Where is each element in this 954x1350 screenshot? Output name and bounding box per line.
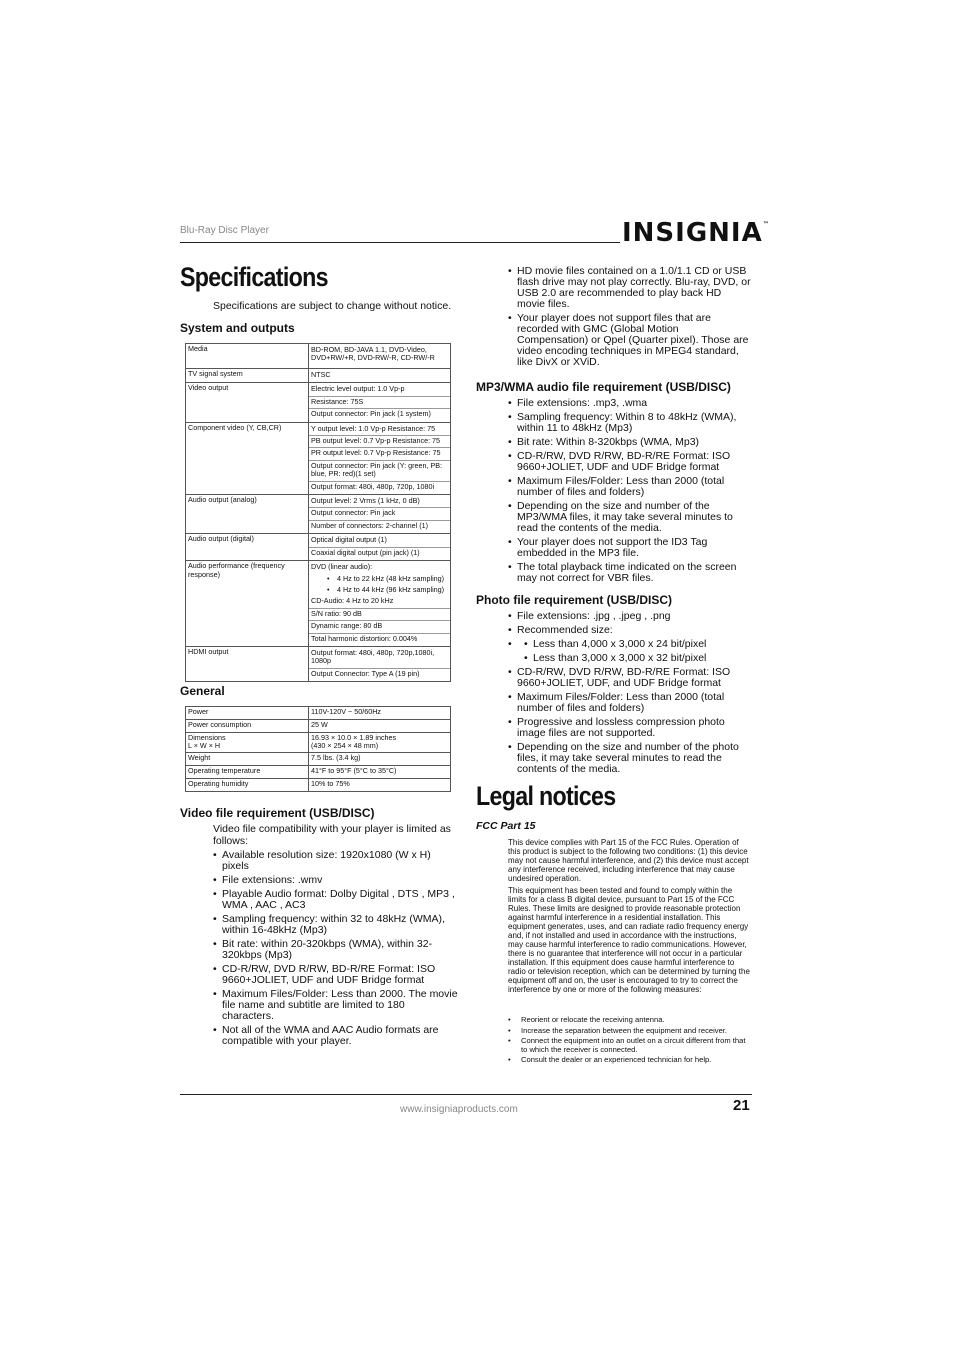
- specs-intro: Specifications are subject to change without notice.: [213, 300, 452, 312]
- list-item: • Bit rate: within 20-320kbps (WMA), within 32-320kbps (Mp3): [213, 939, 459, 961]
- table-key: Operating humidity: [186, 778, 309, 791]
- table-row: [186, 344, 451, 369]
- list-item: • Less than 3,000 x 3,000 x 32 bit/pixel: [524, 653, 751, 664]
- page-number: 21: [733, 1097, 750, 1114]
- fcc-paragraph-2: This equipment has been tested and found to comply within the limits for a class B digital device, pursuant to Part 15 of the FCC Rules. These limits are designed to provide reasonable protection against harmful interference in a residential installation. This equipment generates, uses, and can radiate radio frequency energy and, if not installed and used in accordance with the instructions, may cause harmful interference to radio communications. However, there is no guarantee that interference will not occur in a particular installation. If this equipment does cause harmful interference to radio or television reception, which can be determined by turning the equipment off and on, the user is encouraged to try to correct the interference by one or more of the following measures:: [508, 886, 750, 994]
- table-key: Audio performance (frequency response): [186, 561, 309, 647]
- table-value: 7.5 lbs. (3.4 kg): [309, 752, 451, 765]
- fcc-paragraph-1: This device complies with Part 15 of the FCC Rules. Operation of this product is subject to the following two conditions: (1) this device may not cause harmful interference, and (2) this device must accept any interference received, including interference that may cause undesired operation.: [508, 838, 749, 883]
- list-item: • CD-R/RW, DVD R/RW, BD-R/RE Format: ISO 9660+JOLIET, UDF, and UDF Bridge format: [508, 667, 751, 689]
- value-line: Resistance: 75S: [309, 397, 450, 409]
- table-row: [186, 495, 451, 534]
- fcc-measures-list: [508, 1016, 751, 1067]
- logo-text: INSIGNIA: [622, 218, 763, 248]
- value-line: Output format: 480i, 480p, 720p,1080i, 1080p: [309, 648, 450, 669]
- table-row: [186, 720, 451, 733]
- list-item: • Bit rate: Within 8-320kbps (WMA, Mp3): [508, 437, 751, 448]
- table-value: 25 W: [309, 720, 451, 733]
- list-item: • The total playback time indicated on the screen may not correct for VBR files.: [508, 562, 751, 584]
- table-key: TV signal system: [186, 369, 309, 383]
- table-value: [309, 646, 451, 681]
- list-item: • Depending on the size and number of the photo files, it may take several minutes to read the contents of the media.: [508, 742, 751, 775]
- value-line: Optical digital output (1): [309, 535, 450, 547]
- list-item: • Maximum Files/Folder: Less than 2000. The movie file name and subtitle are limited to 180 characters.: [213, 989, 459, 1022]
- list-item: • Consult the dealer or an experienced technician for help.: [508, 1056, 751, 1065]
- table-row: [186, 369, 451, 383]
- video-intro: Video file compatibility with your player is limited as follows:: [213, 823, 451, 847]
- table-value: [309, 561, 451, 647]
- insignia-logo: [622, 218, 770, 248]
- list-item: • Maximum Files/Folder: Less than 2000 (total number of files and folders): [508, 692, 751, 714]
- value-line: Output level: 2 Vrms (1 kHz, 0 dB): [309, 496, 450, 508]
- list-item: • Your player does not support files that are recorded with GMC (Global Motion Compensation) or Qpel (Quarter pixel). Those are video encoding techniques in MPEG4 standard, like DivX or XViD.: [508, 313, 751, 368]
- table-key: Operating temperature: [186, 765, 309, 778]
- list-item: • File extensions: .wmv: [213, 875, 459, 886]
- value-line: PR output level: 0.7 Vp-p Resistance: 75: [309, 448, 450, 460]
- table-value: [309, 369, 451, 383]
- video-requirement-heading: Video file requirement (USB/DISC): [180, 806, 375, 820]
- table-key: Component video (Y, CB,CR): [186, 422, 309, 494]
- system-outputs-table: [185, 343, 451, 682]
- list-item: • Sampling frequency: within 32 to 48kHz (WMA), within 16-48kHz (Mp3): [213, 914, 459, 936]
- table-key: Audio output (analog): [186, 495, 309, 534]
- table-key: Video output: [186, 383, 309, 422]
- value-line: Output Connector: Type A (19 pin): [311, 668, 420, 678]
- logo-tm: ™: [762, 221, 770, 228]
- table-row: [186, 534, 451, 561]
- table-value: [309, 495, 451, 534]
- table-key: Power: [186, 707, 309, 720]
- list-item: • Recommended size:: [508, 625, 751, 636]
- value-line: NTSC: [311, 370, 331, 379]
- table-key: HDMI output: [186, 646, 309, 681]
- system-outputs-heading: System and outputs: [180, 321, 295, 335]
- general-heading: General: [180, 684, 225, 698]
- general-table: [185, 706, 451, 792]
- table-value: 10% to 75%: [309, 778, 451, 791]
- table-value: [309, 534, 451, 561]
- list-item: • CD-R/RW, DVD R/RW, BD-R/RE Format: ISO 9660+JOLIET, UDF and UDF Bridge format: [213, 964, 459, 986]
- list-item: • Reorient or relocate the receiving antenna.: [508, 1016, 751, 1025]
- value-line: Output connector: Pin jack (Y: green, PB: blue, PR: red)(1 set): [309, 461, 450, 482]
- table-key: Media: [186, 344, 309, 369]
- value-line: BD-ROM, BD-JAVA 1.1, DVD-Video, DVD+RW/+R, DVD-RW/-R, CD-RW/-R: [311, 345, 435, 363]
- table-value: [309, 383, 451, 422]
- table-row: [186, 707, 451, 720]
- photo-size-sublist: [524, 639, 751, 664]
- value-line: Number of connectors: 2-channel (1): [311, 520, 429, 530]
- header-rule: [180, 242, 620, 243]
- value-line: Y output level: 1.0 Vp-p Resistance: 75: [309, 424, 450, 436]
- table-row: [186, 422, 451, 494]
- footer-rule: [180, 1094, 752, 1095]
- list-item: • Progressive and lossless compression photo image files are not supported.: [508, 717, 751, 739]
- list-item: • File extensions: .mp3, .wma: [508, 398, 751, 409]
- header-label: Blu-Ray Disc Player: [180, 225, 269, 236]
- value-line: Output format: 480i, 480p, 720p, 1080i: [311, 481, 435, 491]
- table-value: [309, 422, 451, 494]
- list-item: • File extensions: .jpg , .jpeg , .png: [508, 611, 751, 622]
- value-line: Output connector: Pin jack: [309, 508, 450, 520]
- legal-notices-title: Legal notices: [476, 781, 616, 811]
- value-line: CD-Audio: 4 Hz to 20 kHz: [309, 596, 450, 608]
- table-key: Weight: [186, 752, 309, 765]
- photo-requirement-list: [508, 611, 751, 778]
- table-value: [309, 344, 451, 369]
- table-row: [186, 561, 451, 647]
- list-item: • HD movie files contained on a 1.0/1.1 CD or USB flash drive may not play correctly. Blu-ray, DVD, or USB 2.0 are recommended to play back HD movie files.: [508, 266, 751, 310]
- value-line: • 4 Hz to 22 kHz (48 kHz sampling): [309, 574, 450, 585]
- table-row: [186, 383, 451, 422]
- list-item: • Your player does not support the ID3 Tag embedded in the MP3 file.: [508, 537, 751, 559]
- value-line: Electric level output: 1.0 Vp-p: [309, 384, 450, 396]
- table-row: [186, 778, 451, 791]
- sub-list-container: [508, 639, 751, 664]
- list-item: • Available resolution size: 1920x1080 (W x H) pixels: [213, 850, 459, 872]
- value-line: Total harmonic distortion: 0.004%: [311, 633, 418, 643]
- value-line: PB output level: 0.7 Vp-p Resistance: 75: [309, 436, 450, 448]
- value-line: Dynamic range: 80 dB: [309, 621, 450, 633]
- table-key: Power consumption: [186, 720, 309, 733]
- table-value: 41°F to 95°F (5°C to 35°C): [309, 765, 451, 778]
- video-requirement-list-cont: [508, 266, 751, 371]
- mp3-requirement-heading: MP3/WMA audio file requirement (USB/DISC): [476, 380, 731, 394]
- list-item: • • Less than 4,000 x 3,000 x 24 bit/pixel: [524, 639, 751, 650]
- value-line: DVD (linear audio):: [311, 562, 373, 572]
- table-row: [186, 646, 451, 681]
- fcc-part15-heading: FCC Part 15: [476, 820, 536, 832]
- value-line: Output connector: Pin jack (1 system): [311, 409, 431, 419]
- specifications-title: Specifications: [180, 262, 328, 292]
- mp3-requirement-list: [508, 398, 751, 587]
- photo-requirement-heading: Photo file requirement (USB/DISC): [476, 593, 673, 607]
- table-row: [186, 752, 451, 765]
- list-item: • Increase the separation between the equipment and receiver.: [508, 1027, 751, 1036]
- value-line: Coaxial digital output (pin jack) (1): [311, 547, 420, 557]
- list-item: • CD-R/RW, DVD R/RW, BD-R/RE Format: ISO 9660+JOLIET, UDF and UDF Bridge format: [508, 451, 751, 473]
- list-item: • Sampling frequency: Within 8 to 48kHz (WMA), within 11 to 48kHz (Mp3): [508, 412, 751, 434]
- table-value: 16.93 × 10.0 × 1.89 inches (430 × 254 × 48 mm): [309, 733, 451, 753]
- table-key: Audio output (digital): [186, 534, 309, 561]
- list-item: • Maximum Files/Folder: Less than 2000 (total number of files and folders): [508, 476, 751, 498]
- list-item: • Not all of the WMA and AAC Audio formats are compatible with your player.: [213, 1025, 459, 1047]
- table-value: 110V-120V ~ 50/60Hz: [309, 707, 451, 720]
- table-row: [186, 733, 451, 753]
- table-row: [186, 765, 451, 778]
- list-item: • Playable Audio format: Dolby Digital , DTS , MP3 , WMA , AAC , AC3: [213, 889, 459, 911]
- value-line: • 4 Hz to 44 kHz (96 kHz sampling): [309, 585, 450, 596]
- table-key: Dimensions L × W × H: [186, 733, 309, 753]
- footer-url: www.insigniaproducts.com: [400, 1104, 518, 1115]
- value-line: S/N ratio: 90 dB: [309, 609, 450, 621]
- list-item: • Connect the equipment into an outlet on a circuit different from that to which the receiver is connected.: [508, 1037, 751, 1054]
- video-requirement-list: [213, 850, 459, 1050]
- list-item: • Depending on the size and number of the MP3/WMA files, it may take several minutes to read the contents of the media.: [508, 501, 751, 534]
